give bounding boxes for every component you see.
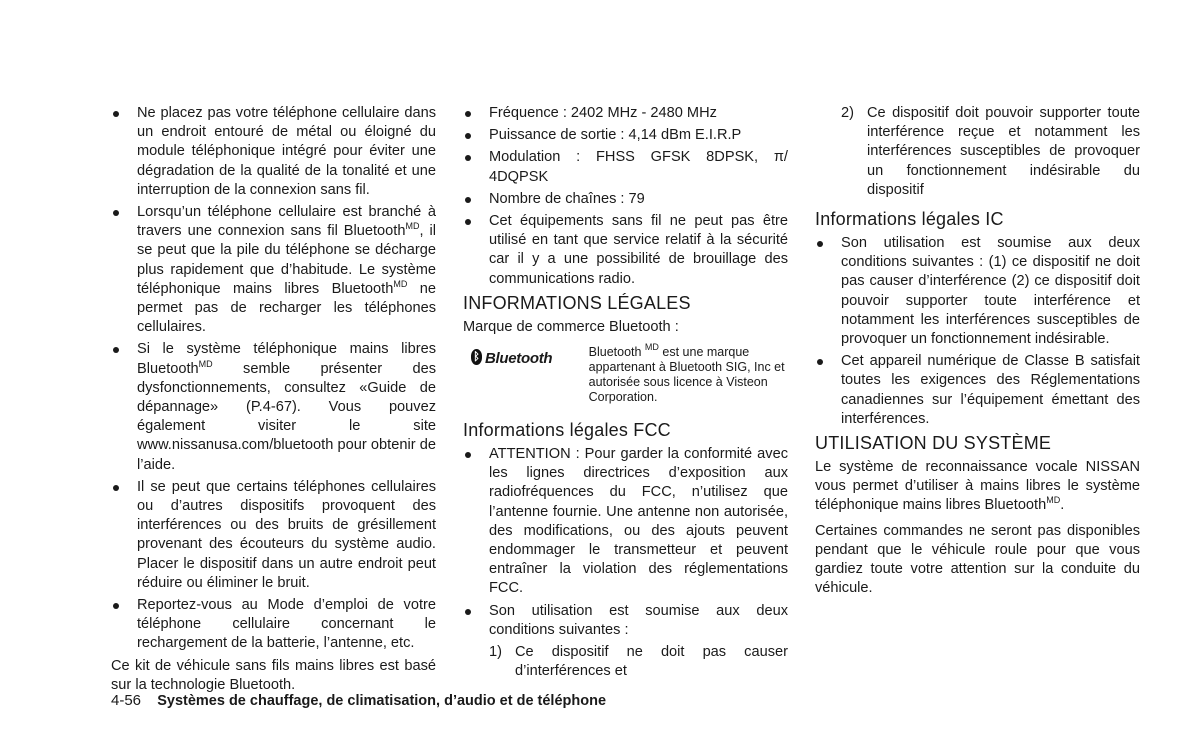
bullet-dot: [465, 111, 471, 117]
numbered-item: [841, 104, 1140, 200]
list-item-text: Reportez-vous au Mode d’emploi de votre téléphone cellulaire concernant le rechargement de la batterie, l’antenne, etc.: [137, 597, 436, 652]
bullet-dot: [817, 241, 823, 247]
bullet-dot: [465, 219, 471, 225]
ic-list: [815, 234, 1140, 429]
system-paragraph: [815, 458, 1140, 516]
list-item: [111, 596, 436, 654]
list-item-text: Il se peut que certains téléphones cellulaires ou d’autres dispositifs provoquent des interférences ou des bruits de grésillement provenant des écouteurs du système audio. Placer le dispositif dans un autre endroit peut réduire ou éliminer le bruit.: [137, 478, 436, 591]
paragraph-text: .: [1060, 497, 1065, 514]
list-item: [111, 104, 436, 200]
chapter-title: Systèmes de chauffage, de climatisation, d’audio et de téléphone: [157, 693, 607, 709]
page-footer: [111, 692, 606, 709]
bullet-dot: [113, 111, 119, 117]
list-item: [463, 126, 788, 145]
section-heading-system: UTILISATION DU SYSTÈME: [815, 433, 1052, 454]
bluetooth-trademark: [471, 342, 788, 405]
list-item-text: Puissance de sortie : 4,14 dBm E.I.R.P: [489, 127, 742, 144]
list-item: [463, 602, 788, 640]
trademark-text: Bluetooth: [588, 345, 645, 360]
list-item: [111, 478, 436, 593]
list-item: [463, 148, 788, 186]
list-item: [111, 203, 436, 337]
item-text: Ce dispositif doit pouvoir supporter toute interférence reçue et notamment les interférences susceptibles de provoquer un fonctionnement indésirable du dispositif: [867, 105, 1140, 198]
trademark-superscript: MD: [198, 358, 213, 369]
section-heading-fcc: Informations légales FCC: [463, 420, 671, 441]
section-heading-ic: Informations légales IC: [815, 209, 1004, 230]
bullet-dot: [817, 359, 823, 365]
numbered-item: [489, 643, 788, 681]
closing-paragraph: Ce kit de véhicule sans fils mains libres est basé sur la technologie Bluetooth.: [111, 657, 436, 693]
list-item-text: semble présenter des dysfonctionnements, consultez «Guide de dépannage» (P.4-67). Vous pouvez également visiter le site www.nissanusa.com/bluetooth pour obtenir de l’aide.: [137, 360, 436, 473]
list-item-text: , il se peut que la pile du téléphone se décharge plus rapidement que d’habitude. Le système téléphonique mains libres Bluetooth: [137, 223, 436, 297]
bullet-dot: [465, 155, 471, 161]
bullet-dot: [465, 452, 471, 458]
bullet-list: [111, 104, 436, 654]
list-item: [815, 234, 1140, 349]
trademark-superscript: MD: [1046, 495, 1061, 506]
paragraph-text: Le système de reconnaissance vocale NISSAN vous permet d’utiliser à mains libres le système téléphonique mains libres Bluetooth: [815, 459, 1140, 514]
list-item-text: Ne placez pas votre téléphone cellulaire dans un endroit entouré de métal ou éloigné du module téléphonique intégré pour éviter une dégradation de la qualité de la tonalité et une interruption de la connexion sans fil.: [137, 105, 436, 198]
bullet-dot: [113, 485, 119, 491]
page-number: 4-56: [111, 692, 142, 709]
list-item-text: Modulation : FHSS GFSK 8DPSK, π/ 4DQPSK: [489, 149, 788, 185]
list-item-text: Si le système téléphonique mains libres Bluetooth: [137, 341, 436, 377]
trademark-superscript: MD: [644, 342, 659, 353]
bluetooth-logo-word: Bluetooth: [485, 350, 553, 368]
bullet-dot: [113, 603, 119, 609]
column-3: [815, 104, 1140, 604]
list-item: [111, 340, 436, 474]
trademark-superscript: MD: [393, 278, 408, 289]
trademark-notice: [588, 342, 788, 405]
commands-paragraph: Certaines commandes ne seront pas disponibles pendant que le véhicule roule pour que vous gardiez toute votre attention sur la conduite du véhicule.: [815, 522, 1140, 597]
item-number: 1): [489, 644, 502, 661]
list-item-text: ATTENTION : Pour garder la conformité avec les lignes directrices d’exposition aux radiofréquences du FCC, n’utilisez que l’antenne fournie. Une antenne non autorisée, des modifications, ou des ajouts peuvent endommager le transmetteur et peuvent entraîner la violation des réglementations FCC.: [489, 446, 788, 597]
list-item: [463, 190, 788, 209]
trademark-superscript: MD: [405, 221, 420, 232]
column-2: [463, 104, 788, 684]
column-1: [111, 104, 436, 701]
item-number: 2): [841, 105, 854, 121]
bullet-dot: [465, 197, 471, 203]
section-heading-legal: INFORMATIONS LÉGALES: [463, 292, 691, 313]
list-item-text: Lorsqu’un téléphone cellulaire est branché à travers une connexion sans fil Bluetooth: [137, 204, 436, 240]
bullet-dot: [113, 347, 119, 353]
list-item-text: Nombre de chaînes : 79: [489, 190, 645, 207]
trademark-text: est une marque appartenant à Bluetooth SIG, Inc et autorisée sous licence à Visteon Corporation.: [588, 345, 785, 405]
bullet-dot: [465, 609, 471, 615]
bluetooth-icon: ᛒ: [471, 349, 482, 365]
list-item-text: Cet appareil numérique de Classe B satisfait toutes les exigences des Réglementations canadiennes sur l’équipement émettant des interférences.: [841, 353, 1140, 427]
item-text: Ce dispositif ne doit pas causer d’interférences et: [515, 644, 788, 680]
trademark-label: Marque de commerce Bluetooth :: [463, 318, 679, 335]
list-item-text: Fréquence : 2402 MHz - 2480 MHz: [489, 105, 717, 121]
bullet-dot: [113, 210, 119, 216]
list-item: [463, 212, 788, 289]
fcc-list: [463, 445, 788, 640]
spec-list: [463, 104, 788, 289]
bullet-dot: [465, 133, 471, 139]
list-item: [463, 104, 788, 123]
list-item-text: Son utilisation est soumise aux deux conditions suivantes :: [489, 602, 788, 638]
list-item-text: Cet équipements sans fil ne peut pas être utilisé en tant que service relatif à la sécurité car il y a une possibilité de brouillage des communications radio.: [489, 213, 788, 287]
list-item: [815, 352, 1140, 429]
list-item-text: ne permet pas de recharger les téléphones cellulaires.: [137, 280, 436, 336]
list-item: [463, 445, 788, 599]
list-item-text: Son utilisation est soumise aux deux conditions suivantes : (1) ce dispositif ne doit pas causer d’interférence (2) ce dispositif doit pouvoir supporter toute interférence et notamment les interférences susceptibles de provoquer un fonctionnement indésirable.: [841, 235, 1140, 348]
bluetooth-logo: [471, 345, 589, 405]
